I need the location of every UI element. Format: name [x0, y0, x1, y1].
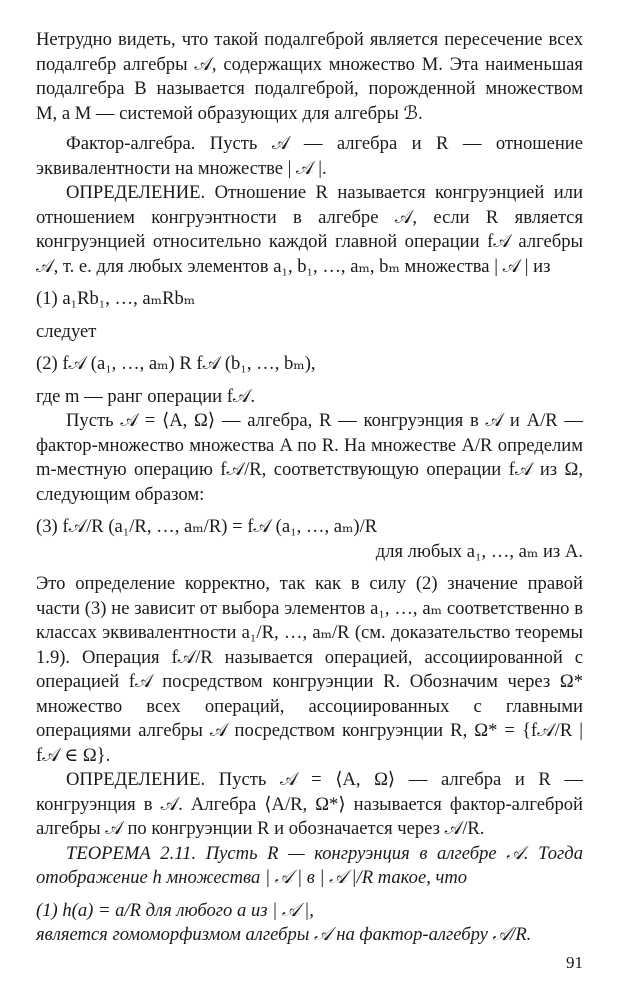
paragraph-subalgebra-intersection: Нетрудно видеть, что такой подалгеброй является пересечение всех подалгебр алгебры 𝒜, содержащих множество M. Эта наименьшая подалгебра B называется подалгеброй, порожденной множеством M, а M — системой образующих для алгебры ℬ. — [36, 29, 583, 124]
theorem-formula-1: (1) h(a) = a/R для любого a из | 𝒜 |, — [36, 899, 314, 921]
paragraph-congruence-definition: ОПРЕДЕЛЕНИЕ. Отношение R называется конгруэнцией или отношением конгруэнтности в алгебре 𝒜, если R является конгруэнцией относительно каждой главной операции f𝒜 алгебры 𝒜, т. е. для любых элементов a₁, b₁, …, aₘ, bₘ множества | 𝒜 | из — [36, 182, 583, 277]
formula-2: (2) f𝒜 (a₁, …, aₘ) R f𝒜 (b₁, …, bₘ), — [36, 353, 316, 374]
paragraph-factor-algebra-intro: Фактор-алгебра. Пусть 𝒜 — алгебра и R — отношение эквивалентности на множестве | 𝒜 |. — [36, 133, 583, 179]
theorem-2-11: ТЕОРЕМА 2.11. Пусть R — конгруэнция в алгебре 𝒜. Тогда отображение h множества | 𝒜 | в | 𝒜 |/R такое, что — [36, 842, 583, 888]
text-rank-note: где m — ранг операции f𝒜. — [36, 385, 256, 407]
text-follows: следует — [36, 320, 97, 342]
paragraph-factor-algebra-definition: ОПРЕДЕЛЕНИЕ. Пусть 𝒜 = ⟨A, Ω⟩ — алгебра и R — конгруэнция в 𝒜. Алгебра ⟨A/R, Ω*⟩ называется фактор-алгеброй алгебры 𝒜 по конгруэнции R и обозначается через 𝒜/R. — [36, 769, 583, 839]
formula-3: (3) f𝒜/R (a₁/R, …, aₘ/R) = f𝒜 (a₁, …, aₘ)/R — [36, 516, 378, 537]
formula-1: (1) a₁Rb₁, …, aₘRbₘ — [36, 288, 196, 309]
formula-3-condition: для любых a₁, …, aₘ из A. — [375, 540, 583, 562]
page-number: 91 — [566, 953, 583, 972]
paragraph-factor-set-operation: Пусть 𝒜 = ⟨A, Ω⟩ — алгебра, R — конгруэнция в 𝒜 и A/R — фактор-множество множества A по R. На множестве A/R определим m-местную операцию f𝒜/R, соответствующую операции f𝒜 из Ω, следующим образом: — [36, 410, 583, 505]
paragraph-correctness: Это определение корректно, так как в силу (2) значение правой части (3) не зависит от выбора элементов a₁, …, aₘ соответственно в классах эквивалентности a₁/R, …, aₘ/R (см. доказательство теоремы 1.9). Операция f𝒜/R называется операцией, ассоциированной с операцией f𝒜 посредством конгруэнции R. Обозначим через Ω* множество всех операций, ассоциированных с главными операциями алгебры 𝒜 посредством конгруэнции R, Ω* = {f𝒜/R | f𝒜 ∈ Ω}. — [36, 573, 583, 766]
theorem-conclusion: является гомоморфизмом алгебры 𝒜 на фактор-алгебру 𝒜/R. — [36, 924, 532, 945]
